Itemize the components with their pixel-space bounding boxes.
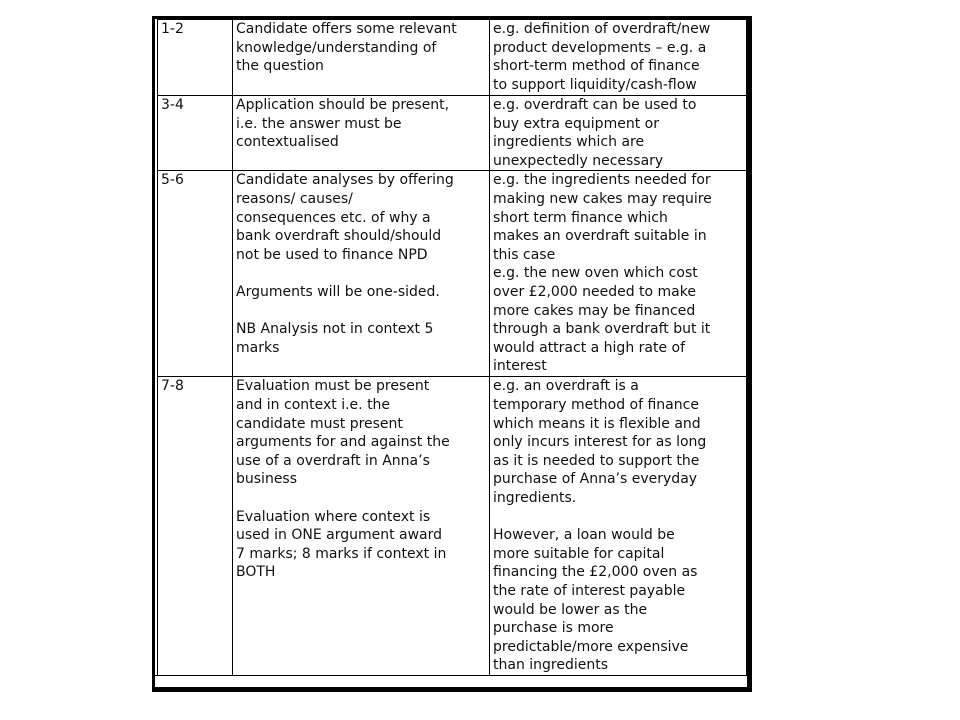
text-line: use of a overdraft in Anna’s bbox=[236, 452, 430, 469]
text-line: Candidate offers some relevant bbox=[236, 21, 457, 37]
text-line: e.g. overdraft can be used to bbox=[493, 97, 697, 113]
text-line: not be used to finance NPD bbox=[236, 246, 428, 263]
text-line: the rate of interest payable bbox=[493, 582, 686, 599]
text-line: temporary method of finance bbox=[493, 396, 699, 413]
paragraph-gap bbox=[236, 264, 486, 283]
example-answer bbox=[490, 377, 747, 676]
text-line: Application should be present, bbox=[236, 97, 450, 113]
text-line: business bbox=[236, 471, 298, 488]
text-line: NB Analysis not in context 5 bbox=[236, 321, 434, 338]
text-line: as it is needed to support the bbox=[493, 452, 700, 469]
text-line: predictable/more expensive bbox=[493, 638, 689, 655]
mark-band: 7-8 bbox=[158, 377, 233, 676]
text-line: However, a loan would be bbox=[493, 527, 675, 544]
text-line: 7 marks; 8 marks if context in bbox=[236, 545, 447, 562]
text-line: candidate must present bbox=[236, 415, 403, 432]
text-line: ingredients. bbox=[493, 489, 577, 506]
text-line: e.g. the ingredients needed for bbox=[493, 172, 711, 189]
table-row bbox=[158, 377, 747, 676]
text-line: over £2,000 needed to make bbox=[493, 283, 696, 300]
mark-band: 1-2 bbox=[158, 20, 233, 96]
text-line: Candidate analyses by offering bbox=[236, 172, 454, 189]
text-line: which means it is flexible and bbox=[493, 415, 701, 432]
text-line: ingredients which are bbox=[493, 134, 645, 151]
mark-band: 3-4 bbox=[158, 96, 233, 171]
paragraph-gap bbox=[493, 508, 743, 527]
text-line: makes an overdraft suitable in bbox=[493, 228, 707, 245]
text-line: to support liquidity/cash-flow bbox=[493, 76, 697, 93]
text-line: buy extra equipment or bbox=[493, 115, 659, 132]
text-line: making new cakes may require bbox=[493, 190, 712, 207]
text-line: only incurs interest for as long bbox=[493, 434, 707, 451]
table-row bbox=[158, 20, 747, 96]
text-line: interest bbox=[493, 358, 547, 375]
text-line: BOTH bbox=[236, 564, 276, 581]
example-answer bbox=[490, 20, 747, 96]
text-line: bank overdraft should/should bbox=[236, 228, 442, 245]
mark-scheme-table bbox=[157, 19, 747, 676]
text-line: purchase of Anna’s everyday bbox=[493, 471, 698, 488]
text-line: short-term method of finance bbox=[493, 58, 700, 75]
text-line: through a bank overdraft but it bbox=[493, 321, 711, 338]
table-row bbox=[158, 171, 747, 377]
text-line: knowledge/understanding of bbox=[236, 39, 437, 56]
text-line: e.g. definition of overdraft/new bbox=[493, 21, 711, 37]
example-answer bbox=[490, 171, 747, 377]
text-line: short term finance which bbox=[493, 209, 668, 226]
text-line: consequences etc. of why a bbox=[236, 209, 431, 226]
text-line: more suitable for capital bbox=[493, 545, 665, 562]
text-line: would be lower as the bbox=[493, 601, 648, 618]
text-line: than ingredients bbox=[493, 657, 609, 674]
level-descriptor bbox=[233, 377, 490, 676]
text-line: Evaluation must be present bbox=[236, 378, 430, 395]
text-line: arguments for and against the bbox=[236, 434, 450, 451]
text-line: would attract a high rate of bbox=[493, 339, 686, 356]
text-line: unexpectedly necessary bbox=[493, 152, 664, 169]
text-line: e.g. the new oven which cost bbox=[493, 265, 698, 282]
text-line: this case bbox=[493, 246, 556, 263]
text-line: contextualised bbox=[236, 134, 339, 151]
text-line: i.e. the answer must be bbox=[236, 115, 402, 132]
text-line: Evaluation where context is bbox=[236, 508, 431, 525]
bottom-divider bbox=[155, 675, 747, 676]
text-line: and in context i.e. the bbox=[236, 396, 391, 413]
example-answer bbox=[490, 96, 747, 171]
text-line: the question bbox=[236, 58, 324, 75]
paragraph-gap bbox=[236, 489, 486, 508]
text-line: product developments – e.g. a bbox=[493, 39, 707, 56]
mark-scheme-page bbox=[152, 16, 752, 692]
text-line: marks bbox=[236, 339, 280, 356]
text-line: used in ONE argument award bbox=[236, 527, 443, 544]
level-descriptor bbox=[233, 171, 490, 377]
level-descriptor bbox=[233, 96, 490, 171]
text-line: e.g. an overdraft is a bbox=[493, 378, 639, 395]
text-line: Arguments will be one-sided. bbox=[236, 283, 440, 300]
text-line: more cakes may be financed bbox=[493, 302, 696, 319]
paragraph-gap bbox=[236, 302, 486, 321]
text-line: financing the £2,000 oven as bbox=[493, 564, 698, 581]
table-row bbox=[158, 96, 747, 171]
mark-band: 5-6 bbox=[158, 171, 233, 377]
text-line: reasons/ causes/ bbox=[236, 190, 353, 207]
level-descriptor bbox=[233, 20, 490, 96]
text-line: purchase is more bbox=[493, 620, 614, 637]
